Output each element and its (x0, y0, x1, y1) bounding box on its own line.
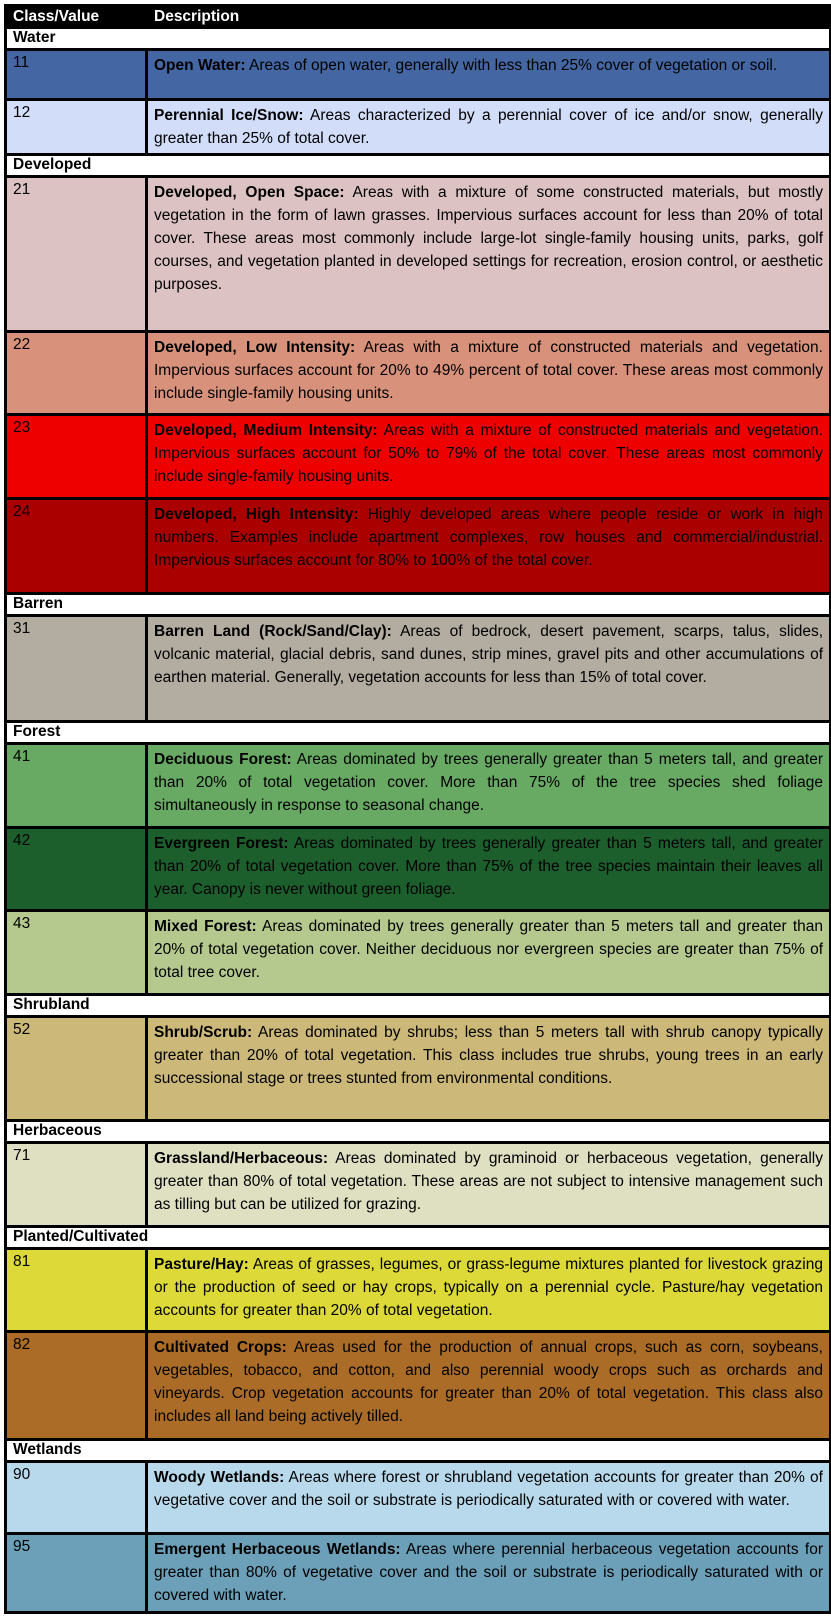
category-label: Planted/Cultivated (6, 1226, 831, 1248)
class-title: Shrub/Scrub: (154, 1023, 253, 1041)
class-value: 22 (6, 331, 147, 414)
class-description (147, 744, 831, 827)
class-value: 41 (6, 744, 147, 827)
header-row (6, 6, 831, 28)
class-row (6, 744, 831, 827)
class-description (147, 1332, 831, 1440)
class-row (6, 615, 831, 722)
category-label: Developed (6, 154, 831, 176)
category-row (6, 28, 831, 50)
class-value: 11 (6, 50, 147, 100)
class-title: Developed, Medium Intensity: (154, 422, 378, 440)
class-row (6, 498, 831, 593)
class-row (6, 1533, 831, 1612)
class-row (6, 99, 831, 154)
class-row (6, 827, 831, 910)
class-text: Areas used for the production of annual crops, such as corn, soybeans, vegetables, tobacco, and cotton, and also perennial woody crops such as orchards and vineyards. Crop vegetation accounts for greater than 20% of total vegetation. This class also includes all land being actively tilled. (154, 1339, 823, 1426)
class-row (6, 1332, 831, 1440)
class-text: Areas dominated by trees generally greater than 5 meters tall and greater than 20% of total vegetation cover. Neither deciduous nor evergreen species are greater than 75% of total tree cover. (154, 918, 824, 982)
class-description (147, 1461, 831, 1533)
class-value: 42 (6, 827, 147, 910)
class-description (147, 50, 831, 100)
class-row (6, 50, 831, 100)
class-text: Areas dominated by trees generally greater than 5 meters tall, and greater than 20% of total vegetation cover. More than 75% of the tree species maintain their leaves all year. Canopy is never without green foliage. (154, 834, 823, 898)
class-description (147, 1248, 831, 1331)
class-description (147, 827, 831, 910)
class-description (147, 176, 831, 331)
class-text: Areas of grasses, legumes, or grass-legume mixtures planted for livestock grazing or the production of seed or hay crops, typically on a perennial cycle. Pasture/hay vegetation accounts for greater than 20% of total vegetation. (154, 1255, 823, 1319)
class-title: Open Water: (154, 57, 246, 75)
class-value: 21 (6, 176, 147, 331)
category-row (6, 722, 831, 744)
class-value: 90 (6, 1461, 147, 1533)
class-text: Highly developed areas where people reside or work in high numbers. Examples include apartment complexes, row houses and commercial/industrial. Impervious surfaces account for 80% to 100% of the total cover. (154, 505, 823, 569)
class-title: Developed, Low Intensity: (154, 338, 356, 356)
class-value: 12 (6, 99, 147, 154)
class-text: Areas with a mixture of constructed materials and vegetation. Impervious surfaces account for 20% to 49% percent of total cover. These areas most commonly include single-family housing units. (154, 338, 823, 402)
class-title: Cultivated Crops: (154, 1339, 287, 1357)
class-text: Areas with a mixture of constructed materials and vegetation. Impervious surfaces account for 50% to 79% of the total cover. These areas most commonly include single-family housing units. (154, 422, 823, 486)
header-class-value: Class/Value (6, 6, 147, 28)
class-row (6, 176, 831, 331)
category-label: Wetlands (6, 1439, 831, 1461)
class-text: Areas with a mixture of some constructed materials, but mostly vegetation in the form of lawn grasses. Impervious surfaces account for less than 20% of total cover. These areas most commonly include large-lot single-family housing units, parks, golf courses, and vegetation planted in developed settings for recreation, erosion control, or aesthetic purposes. (154, 183, 823, 293)
land-cover-legend-table (4, 4, 831, 1614)
class-title: Emergent Herbaceous Wetlands: (154, 1540, 401, 1558)
class-row (6, 911, 831, 994)
header-description: Description (147, 6, 831, 28)
category-row (6, 994, 831, 1016)
class-title: Barren Land (Rock/Sand/Clay): (154, 622, 392, 640)
category-row (6, 154, 831, 176)
category-label: Water (6, 28, 831, 50)
category-row (6, 1121, 831, 1143)
class-title: Woody Wetlands: (154, 1468, 285, 1486)
class-text: Areas dominated by shrubs; less than 5 meters tall with shrub canopy typically greater than 20% of total vegetation. This class includes true shrubs, young trees in an early successional stage or trees stunted from environmental conditions. (154, 1023, 823, 1087)
class-text: Areas characterized by a perennial cover of ice and/or snow, generally greater than 25% of total cover. (154, 106, 823, 147)
class-title: Grassland/Herbaceous: (154, 1150, 329, 1168)
class-text: Areas where forest or shrubland vegetation accounts for greater than 20% of vegetative cover and the soil or substrate is periodically saturated with or covered with water. (154, 1468, 823, 1509)
class-row (6, 1248, 831, 1331)
class-value: 82 (6, 1332, 147, 1440)
class-description (147, 415, 831, 498)
class-title: Perennial Ice/Snow: (154, 106, 304, 124)
class-row (6, 1016, 831, 1120)
class-title: Developed, High Intensity: (154, 505, 359, 523)
class-text: Areas dominated by trees generally greater than 5 meters tall, and greater than 20% of total vegetation cover. More than 75% of the tree species shed foliage simultaneously in response to seasonal change. (154, 751, 823, 815)
class-title: Pasture/Hay: (154, 1255, 249, 1273)
class-text: Areas of open water, generally with less than 25% cover of vegetation or soil. (245, 57, 778, 75)
class-value: 43 (6, 911, 147, 994)
class-description (147, 498, 831, 593)
class-row (6, 331, 831, 414)
class-description (147, 911, 831, 994)
class-value: 31 (6, 615, 147, 722)
class-row (6, 1143, 831, 1226)
class-row (6, 415, 831, 498)
class-value: 52 (6, 1016, 147, 1120)
class-title: Developed, Open Space: (154, 183, 345, 201)
class-title: Evergreen Forest: (154, 834, 289, 852)
category-row (6, 1226, 831, 1248)
class-row (6, 1461, 831, 1533)
class-text: Areas where perennial herbaceous vegetation accounts for greater than 80% of vegetative cover and the soil or substrate is periodically saturated with or covered with water. (154, 1540, 823, 1604)
category-label: Shrubland (6, 994, 831, 1016)
class-description (147, 615, 831, 722)
class-description (147, 1016, 831, 1120)
class-description (147, 1533, 831, 1612)
class-value: 71 (6, 1143, 147, 1226)
class-description (147, 1143, 831, 1226)
category-label: Herbaceous (6, 1121, 831, 1143)
class-title: Mixed Forest: (154, 918, 257, 936)
category-label: Barren (6, 593, 831, 615)
class-text: Areas dominated by graminoid or herbaceous vegetation, generally greater than 80% of total vegetation. These areas are not subject to intensive management such as tilling but can be utilized for grazing. (154, 1150, 823, 1214)
class-description (147, 331, 831, 414)
category-row (6, 1439, 831, 1461)
category-row (6, 593, 831, 615)
class-value: 24 (6, 498, 147, 593)
category-label: Forest (6, 722, 831, 744)
class-title: Deciduous Forest: (154, 751, 292, 769)
class-text: Areas of bedrock, desert pavement, scarps, talus, slides, volcanic material, glacial debris, sand dunes, strip mines, gravel pits and other accumulations of earthen material. Generally, vegetation accounts for less than 15% of total cover. (154, 622, 823, 686)
class-value: 23 (6, 415, 147, 498)
class-description (147, 99, 831, 154)
class-value: 95 (6, 1533, 147, 1612)
legend-body (6, 28, 831, 1613)
class-value: 81 (6, 1248, 147, 1331)
